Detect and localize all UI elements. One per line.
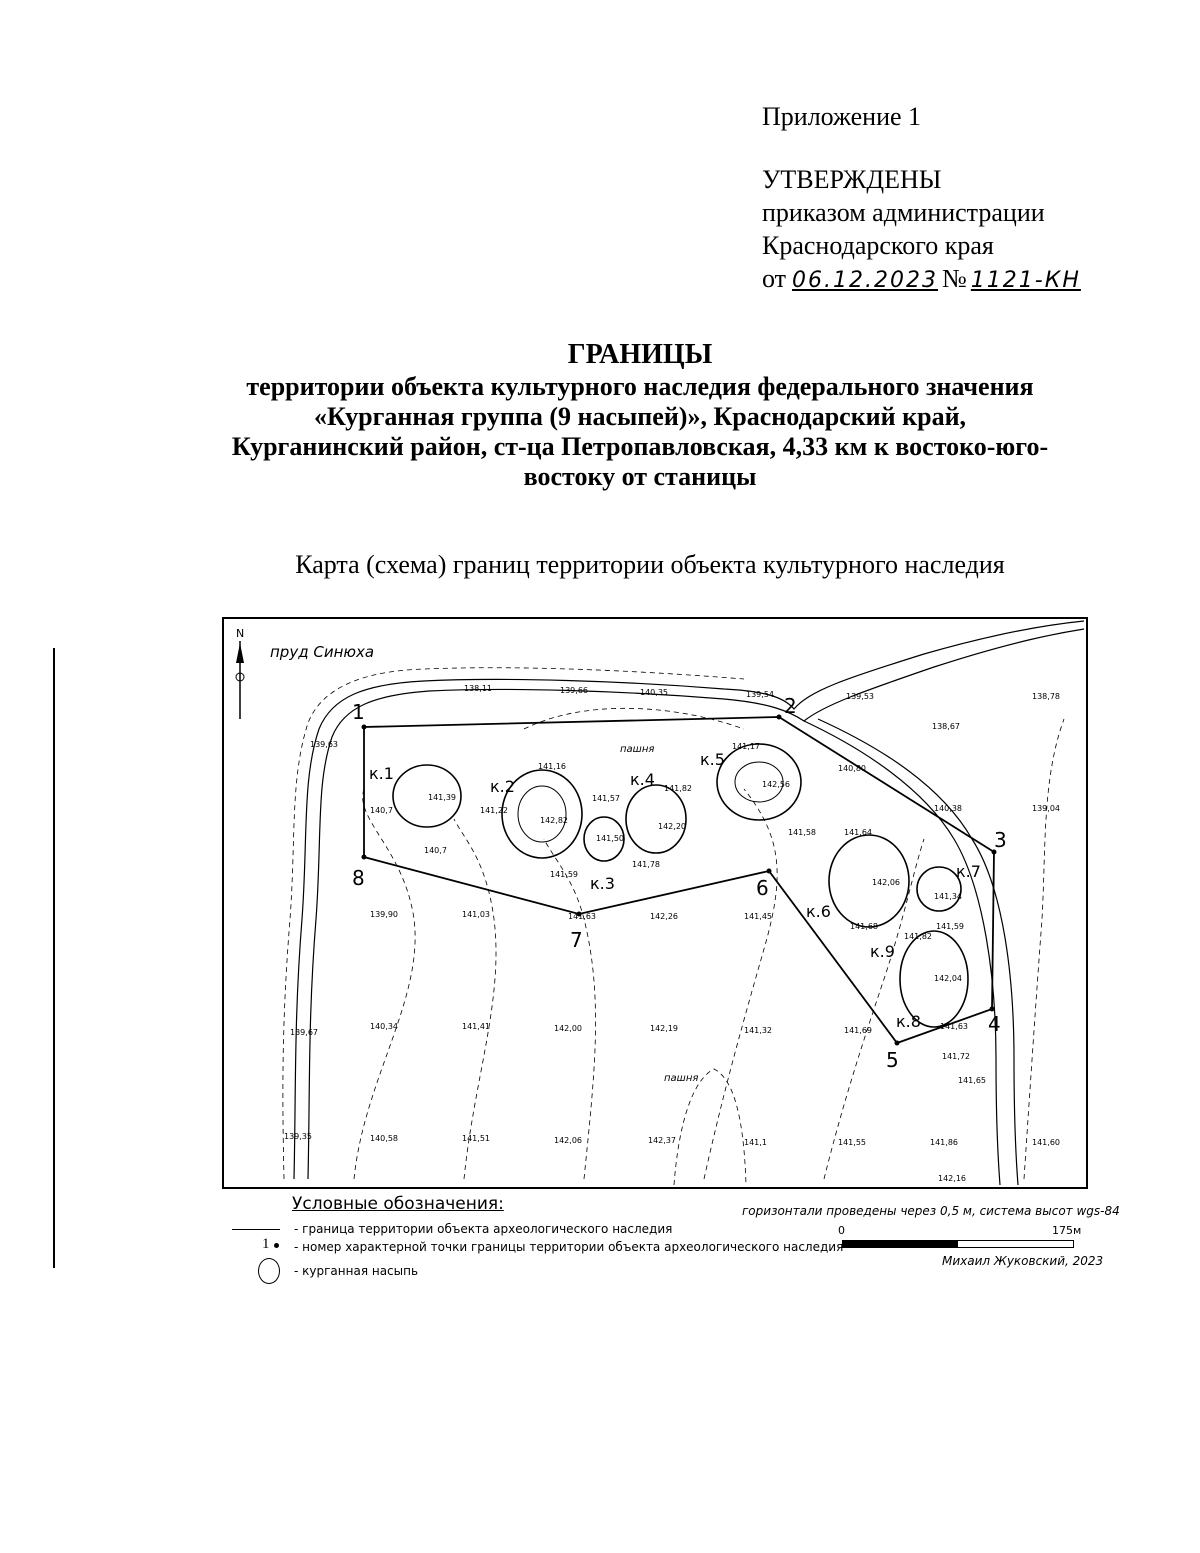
legend-point-label: - номер характерной точки границы территории объекта археологического наследия <box>294 1240 844 1254</box>
north-arrow <box>236 627 244 719</box>
pond-shoreline <box>294 621 1084 1185</box>
elevation-label: 142,04 <box>934 974 962 983</box>
point-dot-icon <box>274 1243 279 1248</box>
approved-label: УТВЕРЖДЕНЫ <box>762 165 942 194</box>
elevation-label: 139,90 <box>370 910 398 919</box>
elevation-label: 141,51 <box>462 1134 490 1143</box>
title-line-2: «Курганная группа (9 насыпей)», Краснодарский край, <box>313 402 967 431</box>
approval-header <box>762 100 1081 297</box>
elevation-label: 140,35 <box>640 688 668 697</box>
field-label-2: пашня <box>664 1073 699 1084</box>
mound-label-1: к.1 <box>369 764 394 783</box>
document-title <box>200 340 1080 492</box>
approval-date-line <box>762 262 1081 297</box>
point-label-8: 8 <box>352 866 365 890</box>
date-prefix: от <box>762 264 787 293</box>
elevation-label: 139,35 <box>284 1132 312 1141</box>
mound-label-3: к.3 <box>590 874 615 893</box>
map-drawing <box>224 619 1086 1187</box>
mound-7 <box>917 867 961 911</box>
elevation-label: 142,56 <box>762 780 790 789</box>
elevation-label: 141,39 <box>428 793 456 802</box>
map-author: Михаил Жуковский, 2023 <box>942 1254 1104 1268</box>
mound-4 <box>626 785 686 853</box>
legend-mound-label: - курганная насыпь <box>294 1264 419 1278</box>
elevation-label: 139,67 <box>290 1028 318 1037</box>
elevation-label: 141,78 <box>632 860 660 869</box>
elevation-label: 142,19 <box>650 1024 678 1033</box>
title-line-4: востоку от станицы <box>523 462 757 491</box>
mound-label-2: к.2 <box>490 777 515 796</box>
elevation-label: 139,66 <box>560 686 588 695</box>
left-margin-line <box>53 648 55 1268</box>
elevation-label: 141,59 <box>936 922 964 931</box>
elevation-label: 140,34 <box>370 1022 398 1031</box>
elevation-label: 142,06 <box>872 878 900 887</box>
elevation-label: 141,22 <box>480 806 508 815</box>
elevation-label: 141,82 <box>904 932 932 941</box>
elevation-label: 141,58 <box>788 828 816 837</box>
title-line-1: территории объекта культурного наследия федерального значения <box>246 372 1034 401</box>
elevation-label: 141,68 <box>850 922 878 931</box>
mound-label-4: к.4 <box>630 770 655 789</box>
point-label-2: 2 <box>784 694 797 718</box>
elevation-label: 141,59 <box>550 870 578 879</box>
point-marker <box>777 715 782 720</box>
elevation-label: 141,72 <box>942 1052 970 1061</box>
elevation-label: 141,69 <box>844 1026 872 1035</box>
elevation-label: 141,82 <box>664 784 692 793</box>
point-marker <box>362 855 367 860</box>
field-label-1: пашня <box>620 744 655 755</box>
elevation-label: 142,37 <box>648 1136 676 1145</box>
elevation-label: 141,50 <box>596 834 624 843</box>
number-prefix: № <box>942 264 967 293</box>
mound-symbol-icon <box>258 1258 280 1284</box>
elevation-label: 141,86 <box>930 1138 958 1147</box>
order-line-1: приказом администрации <box>762 198 1045 227</box>
boundary-map <box>222 617 1088 1189</box>
elevation-label: 141,34 <box>934 892 962 901</box>
elevation-label: 141,17 <box>732 742 760 751</box>
elevation-label: 141,63 <box>568 912 596 921</box>
elevation-label: 140,7 <box>370 806 393 815</box>
legend <box>222 1192 1120 1292</box>
mound-label-7: к.7 <box>956 862 981 881</box>
elevation-label: 141,16 <box>538 762 566 771</box>
pond-label: пруд Синюха <box>270 643 375 661</box>
title-line-3: Курганинский район, ст-ца Петропавловская, 4,33 км к востоко-юго- <box>231 432 1049 461</box>
elevation-label: 142,20 <box>658 822 686 831</box>
map-caption: Карта (схема) границ территории объекта культурного наследия <box>295 550 1005 579</box>
point-marker <box>362 725 367 730</box>
elevation-label: 141,41 <box>462 1022 490 1031</box>
mound-label-6: к.6 <box>806 902 831 921</box>
north-label: N <box>236 627 245 640</box>
elevation-label: 142,06 <box>554 1136 582 1145</box>
mound-2-contour <box>518 786 566 842</box>
point-label-7: 7 <box>570 928 583 952</box>
elevation-label: 139,63 <box>310 740 338 749</box>
elevation-label: 138,11 <box>464 684 492 693</box>
elevation-label: 141,03 <box>462 910 490 919</box>
point-label-6: 6 <box>756 876 769 900</box>
approval-date: 06.12.2023 <box>792 268 938 293</box>
elevation-label: 141,1 <box>744 1138 767 1147</box>
elevation-label: 138,67 <box>932 722 960 731</box>
appendix-label: Приложение 1 <box>762 102 922 131</box>
elevation-label: 142,82 <box>540 816 568 825</box>
elevation-label: 138,78 <box>1032 692 1060 701</box>
title-main: ГРАНИЦЫ <box>567 339 713 370</box>
point-marker <box>895 1041 900 1046</box>
elevation-label: 140,80 <box>838 764 866 773</box>
point-marker <box>767 869 772 874</box>
elevation-label: 141,64 <box>844 828 872 837</box>
point-marker <box>990 1007 995 1012</box>
scale-bar <box>842 1240 1074 1248</box>
elevation-label: 141,32 <box>744 1026 772 1035</box>
elevation-label: 139,54 <box>746 690 774 699</box>
mound-label-8: к.8 <box>896 1012 921 1031</box>
point-label-1: 1 <box>352 700 365 724</box>
point-label-5: 5 <box>886 1048 899 1072</box>
elevation-label: 141,60 <box>1032 1138 1060 1147</box>
elevation-label: 141,57 <box>592 794 620 803</box>
point-symbol: 1 <box>262 1236 270 1252</box>
elevation-label: 142,16 <box>938 1174 966 1183</box>
elevation-label: 140,7 <box>424 846 447 855</box>
scale-zero: 0 <box>838 1224 845 1237</box>
contour-note: горизонтали проведены через 0,5 м, система высот wgs-84 <box>742 1204 1120 1218</box>
scale-end: 175м <box>1052 1224 1082 1237</box>
elevation-label: 142,00 <box>554 1024 582 1033</box>
elevation-label: 141,63 <box>940 1022 968 1031</box>
order-line-2: Краснодарского края <box>762 231 994 260</box>
elevation-label: 140,58 <box>370 1134 398 1143</box>
elevation-label: 139,04 <box>1032 804 1060 813</box>
point-label-4: 4 <box>988 1012 1001 1036</box>
mound-label-9: к.9 <box>870 942 895 961</box>
elevation-label: 141,55 <box>838 1138 866 1147</box>
point-label-3: 3 <box>994 828 1007 852</box>
elevation-label: 139,53 <box>846 692 874 701</box>
boundary-line-swatch <box>232 1229 280 1230</box>
elevation-label: 140,38 <box>934 804 962 813</box>
elevation-label: 141,65 <box>958 1076 986 1085</box>
order-number: 1121-КН <box>970 268 1081 293</box>
elevation-label: 141,45 <box>744 912 772 921</box>
legend-title: Условные обозначения: <box>292 1194 504 1214</box>
legend-boundary-label: - граница территории объекта археологического наследия <box>294 1222 673 1236</box>
mound-label-5: к.5 <box>700 750 725 769</box>
elevation-label: 142,26 <box>650 912 678 921</box>
